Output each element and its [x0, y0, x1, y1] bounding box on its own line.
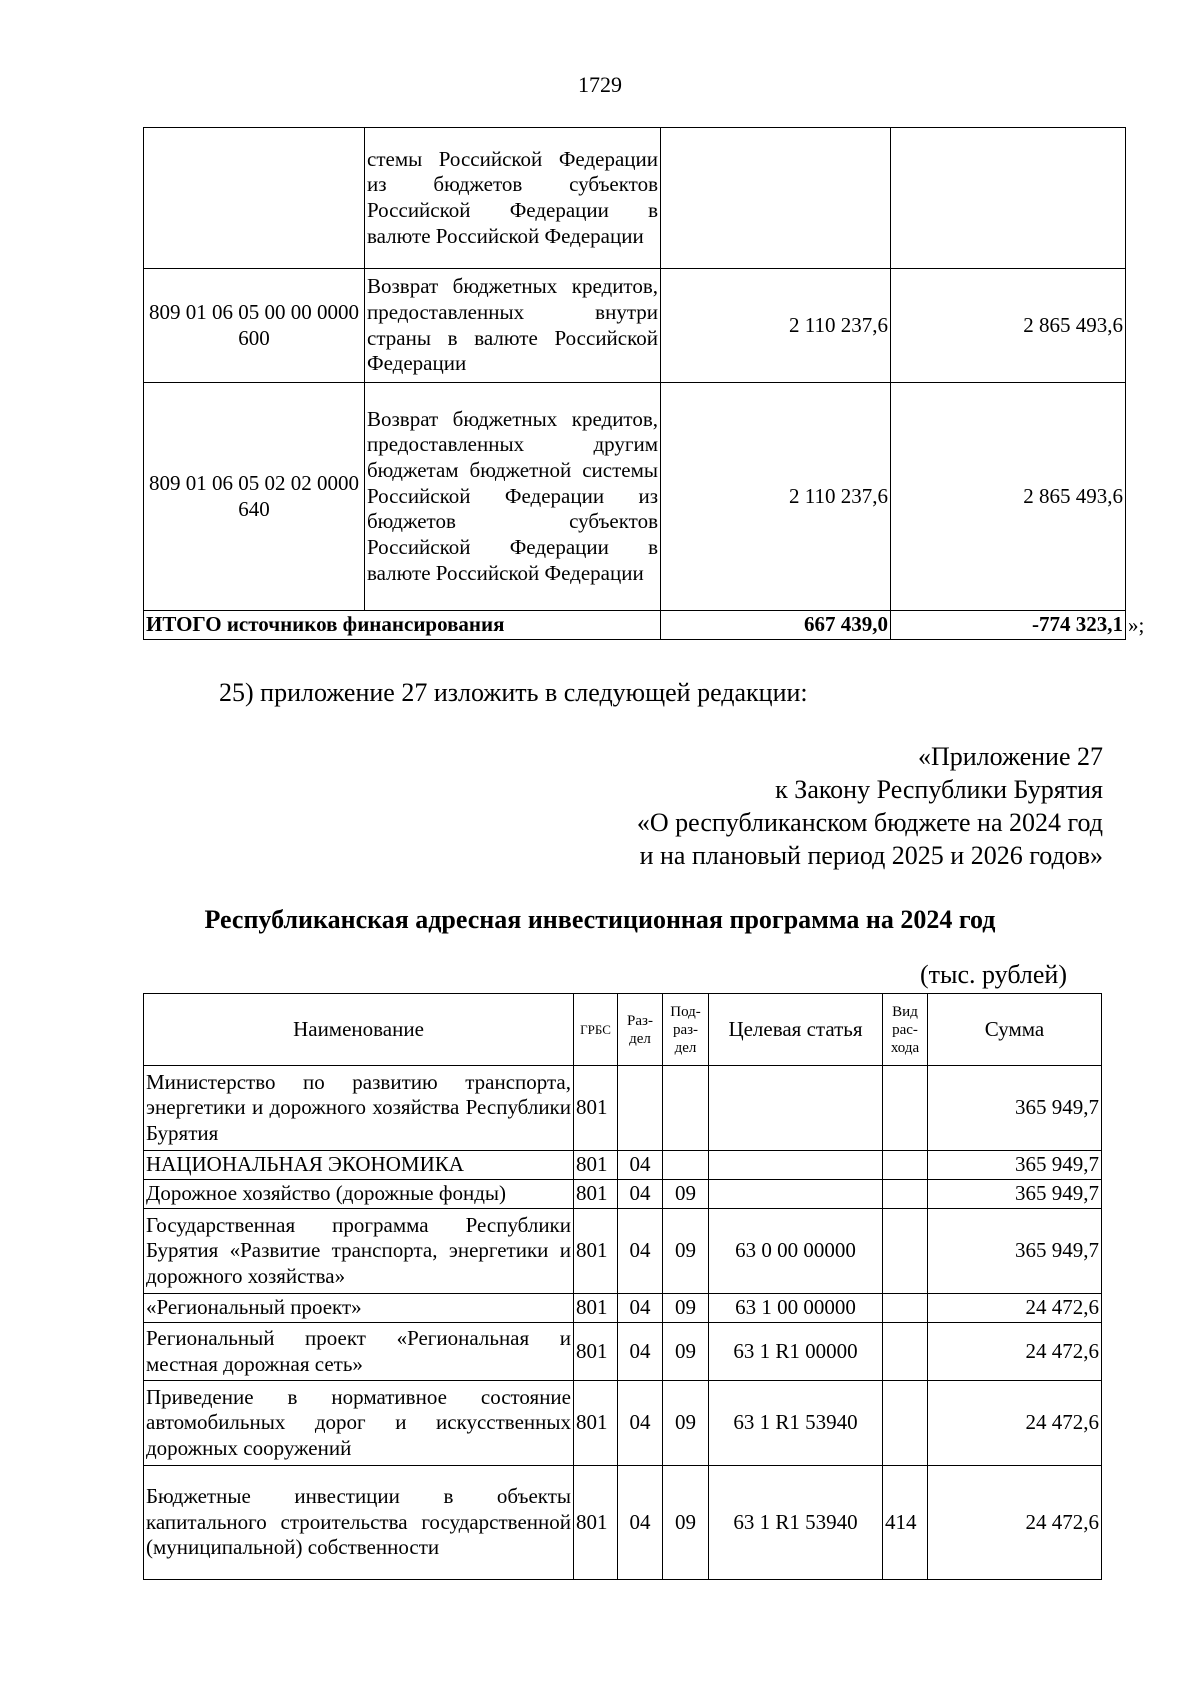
row-razdel	[618, 1066, 663, 1151]
header-sum: Сумма	[928, 994, 1102, 1066]
table-header-row	[144, 994, 1102, 1066]
row-podrazdel: 09	[663, 1323, 709, 1381]
row-vid: 414	[883, 1466, 928, 1580]
row-razdel: 04	[618, 1294, 663, 1323]
total-sum-2025: 667 439,0	[661, 611, 891, 640]
source-name-cell: Возврат бюджетных кредитов, предоставленных внутри страны в валюте Российской Федерации	[365, 269, 661, 383]
table-row	[144, 1151, 1102, 1180]
row-grbs: 801	[574, 1466, 618, 1580]
row-razdel: 04	[618, 1323, 663, 1381]
row-grbs: 801	[574, 1381, 618, 1466]
budget-code-cell: 809 01 06 05 00 00 0000 600	[144, 269, 365, 383]
appendix-header	[637, 740, 1103, 872]
row-vid	[883, 1180, 928, 1209]
table-row	[144, 128, 1126, 269]
row-razdel: 04	[618, 1151, 663, 1180]
row-grbs: 801	[574, 1066, 618, 1151]
row-podrazdel: 09	[663, 1294, 709, 1323]
row-grbs: 801	[574, 1323, 618, 1381]
source-name-cell: Возврат бюджетных кредитов, предоставленных другим бюджетам бюджетной системы Российской Федерации из бюджетов субъектов Российской Федерации в валюте Российской Федерации	[365, 383, 661, 611]
row-vid	[883, 1066, 928, 1151]
row-name: Региональный проект «Региональная и местная дорожная сеть»	[144, 1323, 574, 1381]
row-name: НАЦИОНАЛЬНАЯ ЭКОНОМИКА	[144, 1151, 574, 1180]
header-razdel: Раз-дел	[618, 994, 663, 1066]
header-grbs: ГРБС	[574, 994, 618, 1066]
header-vid: Вид рас-хода	[883, 994, 928, 1066]
row-vid	[883, 1294, 928, 1323]
row-sum: 365 949,7	[928, 1180, 1102, 1209]
row-vid	[883, 1381, 928, 1466]
row-sum: 365 949,7	[928, 1151, 1102, 1180]
row-razdel: 04	[618, 1381, 663, 1466]
row-target	[709, 1180, 883, 1209]
table-row	[144, 1466, 1102, 1580]
sum-2025-cell: 2 110 237,6	[661, 383, 891, 611]
row-sum: 365 949,7	[928, 1066, 1102, 1151]
budget-code-cell: 809 01 06 05 02 02 0000 640	[144, 383, 365, 611]
row-podrazdel	[663, 1066, 709, 1151]
investment-program-table	[143, 993, 1102, 1580]
total-sum-2026: -774 323,1	[891, 611, 1126, 640]
row-vid	[883, 1209, 928, 1294]
table-row	[144, 1323, 1102, 1381]
row-target: 63 1 R1 53940	[709, 1381, 883, 1466]
row-grbs: 801	[574, 1151, 618, 1180]
header-target: Целевая статья	[709, 994, 883, 1066]
header-podrazdel: Под-раз-дел	[663, 994, 709, 1066]
table-row	[144, 269, 1126, 383]
row-name: Государственная программа Республики Бурятия «Развитие транспорта, энергетики и дорожного хозяйства»	[144, 1209, 574, 1294]
row-target: 63 1 00 00000	[709, 1294, 883, 1323]
program-title: Республиканская адресная инвестиционная программа на 2024 год	[204, 905, 996, 934]
row-razdel: 04	[618, 1466, 663, 1580]
financing-sources-table	[143, 127, 1126, 640]
row-podrazdel: 09	[663, 1209, 709, 1294]
row-grbs: 801	[574, 1180, 618, 1209]
source-name-cell: стемы Российской Федерации из бюджетов субъектов Российской Федерации в валюте Российской Федерации	[365, 128, 661, 269]
header-name: Наименование	[144, 994, 574, 1066]
table-row	[144, 1294, 1102, 1323]
row-sum: 24 472,6	[928, 1381, 1102, 1466]
total-label: ИТОГО источников финансирования	[144, 611, 661, 640]
row-target	[709, 1066, 883, 1151]
row-sum: 24 472,6	[928, 1466, 1102, 1580]
appendix-line: «Приложение 27	[917, 742, 1103, 771]
row-name: «Региональный проект»	[144, 1294, 574, 1323]
row-podrazdel: 09	[663, 1466, 709, 1580]
row-razdel: 04	[618, 1209, 663, 1294]
table-row	[144, 1381, 1102, 1466]
sum-2026-cell: 2 865 493,6	[891, 383, 1126, 611]
table-row	[144, 383, 1126, 611]
appendix-line: и на плановый период 2025 и 2026 годов»	[639, 841, 1103, 871]
row-grbs: 801	[574, 1209, 618, 1294]
closing-quote-mark: »;	[1128, 613, 1145, 637]
table-row	[144, 1209, 1102, 1294]
row-podrazdel	[663, 1151, 709, 1180]
row-target: 63 1 R1 00000	[709, 1323, 883, 1381]
row-name: Приведение в нормативное состояние автомобильных дорог и искусственных дорожных сооружений	[144, 1381, 574, 1466]
units-label: (тыс. рублей)	[919, 960, 1067, 989]
page-number: 1729	[578, 72, 622, 97]
row-name: Министерство по развитию транспорта, энергетики и дорожного хозяйства Республики Бурятия	[144, 1066, 574, 1151]
budget-code-cell	[144, 128, 365, 269]
row-target: 63 0 00 00000	[709, 1209, 883, 1294]
row-podrazdel: 09	[663, 1381, 709, 1466]
row-target	[709, 1151, 883, 1180]
appendix-line: «О республиканском бюджете на 2024 год	[636, 808, 1103, 838]
row-razdel: 04	[618, 1180, 663, 1209]
appendix-line: к Закону Республики Бурятия	[775, 775, 1103, 805]
row-target: 63 1 R1 53940	[709, 1466, 883, 1580]
row-vid	[883, 1151, 928, 1180]
amendment-paragraph: 25) приложение 27 изложить в следующей редакции:	[219, 678, 808, 707]
table-row	[144, 1180, 1102, 1209]
row-sum: 365 949,7	[928, 1209, 1102, 1294]
row-vid	[883, 1323, 928, 1381]
total-row	[144, 611, 1126, 640]
table-row	[144, 1066, 1102, 1151]
sum-2025-cell: 2 110 237,6	[661, 269, 891, 383]
row-name: Бюджетные инвестиции в объекты капитального строительства государственной (муниципальной) собственности	[144, 1466, 574, 1580]
row-name: Дорожное хозяйство (дорожные фонды)	[144, 1180, 574, 1209]
row-podrazdel: 09	[663, 1180, 709, 1209]
row-sum: 24 472,6	[928, 1294, 1102, 1323]
row-grbs: 801	[574, 1294, 618, 1323]
row-sum: 24 472,6	[928, 1323, 1102, 1381]
sum-2026-cell	[891, 128, 1126, 269]
sum-2026-cell: 2 865 493,6	[891, 269, 1126, 383]
sum-2025-cell	[661, 128, 891, 269]
